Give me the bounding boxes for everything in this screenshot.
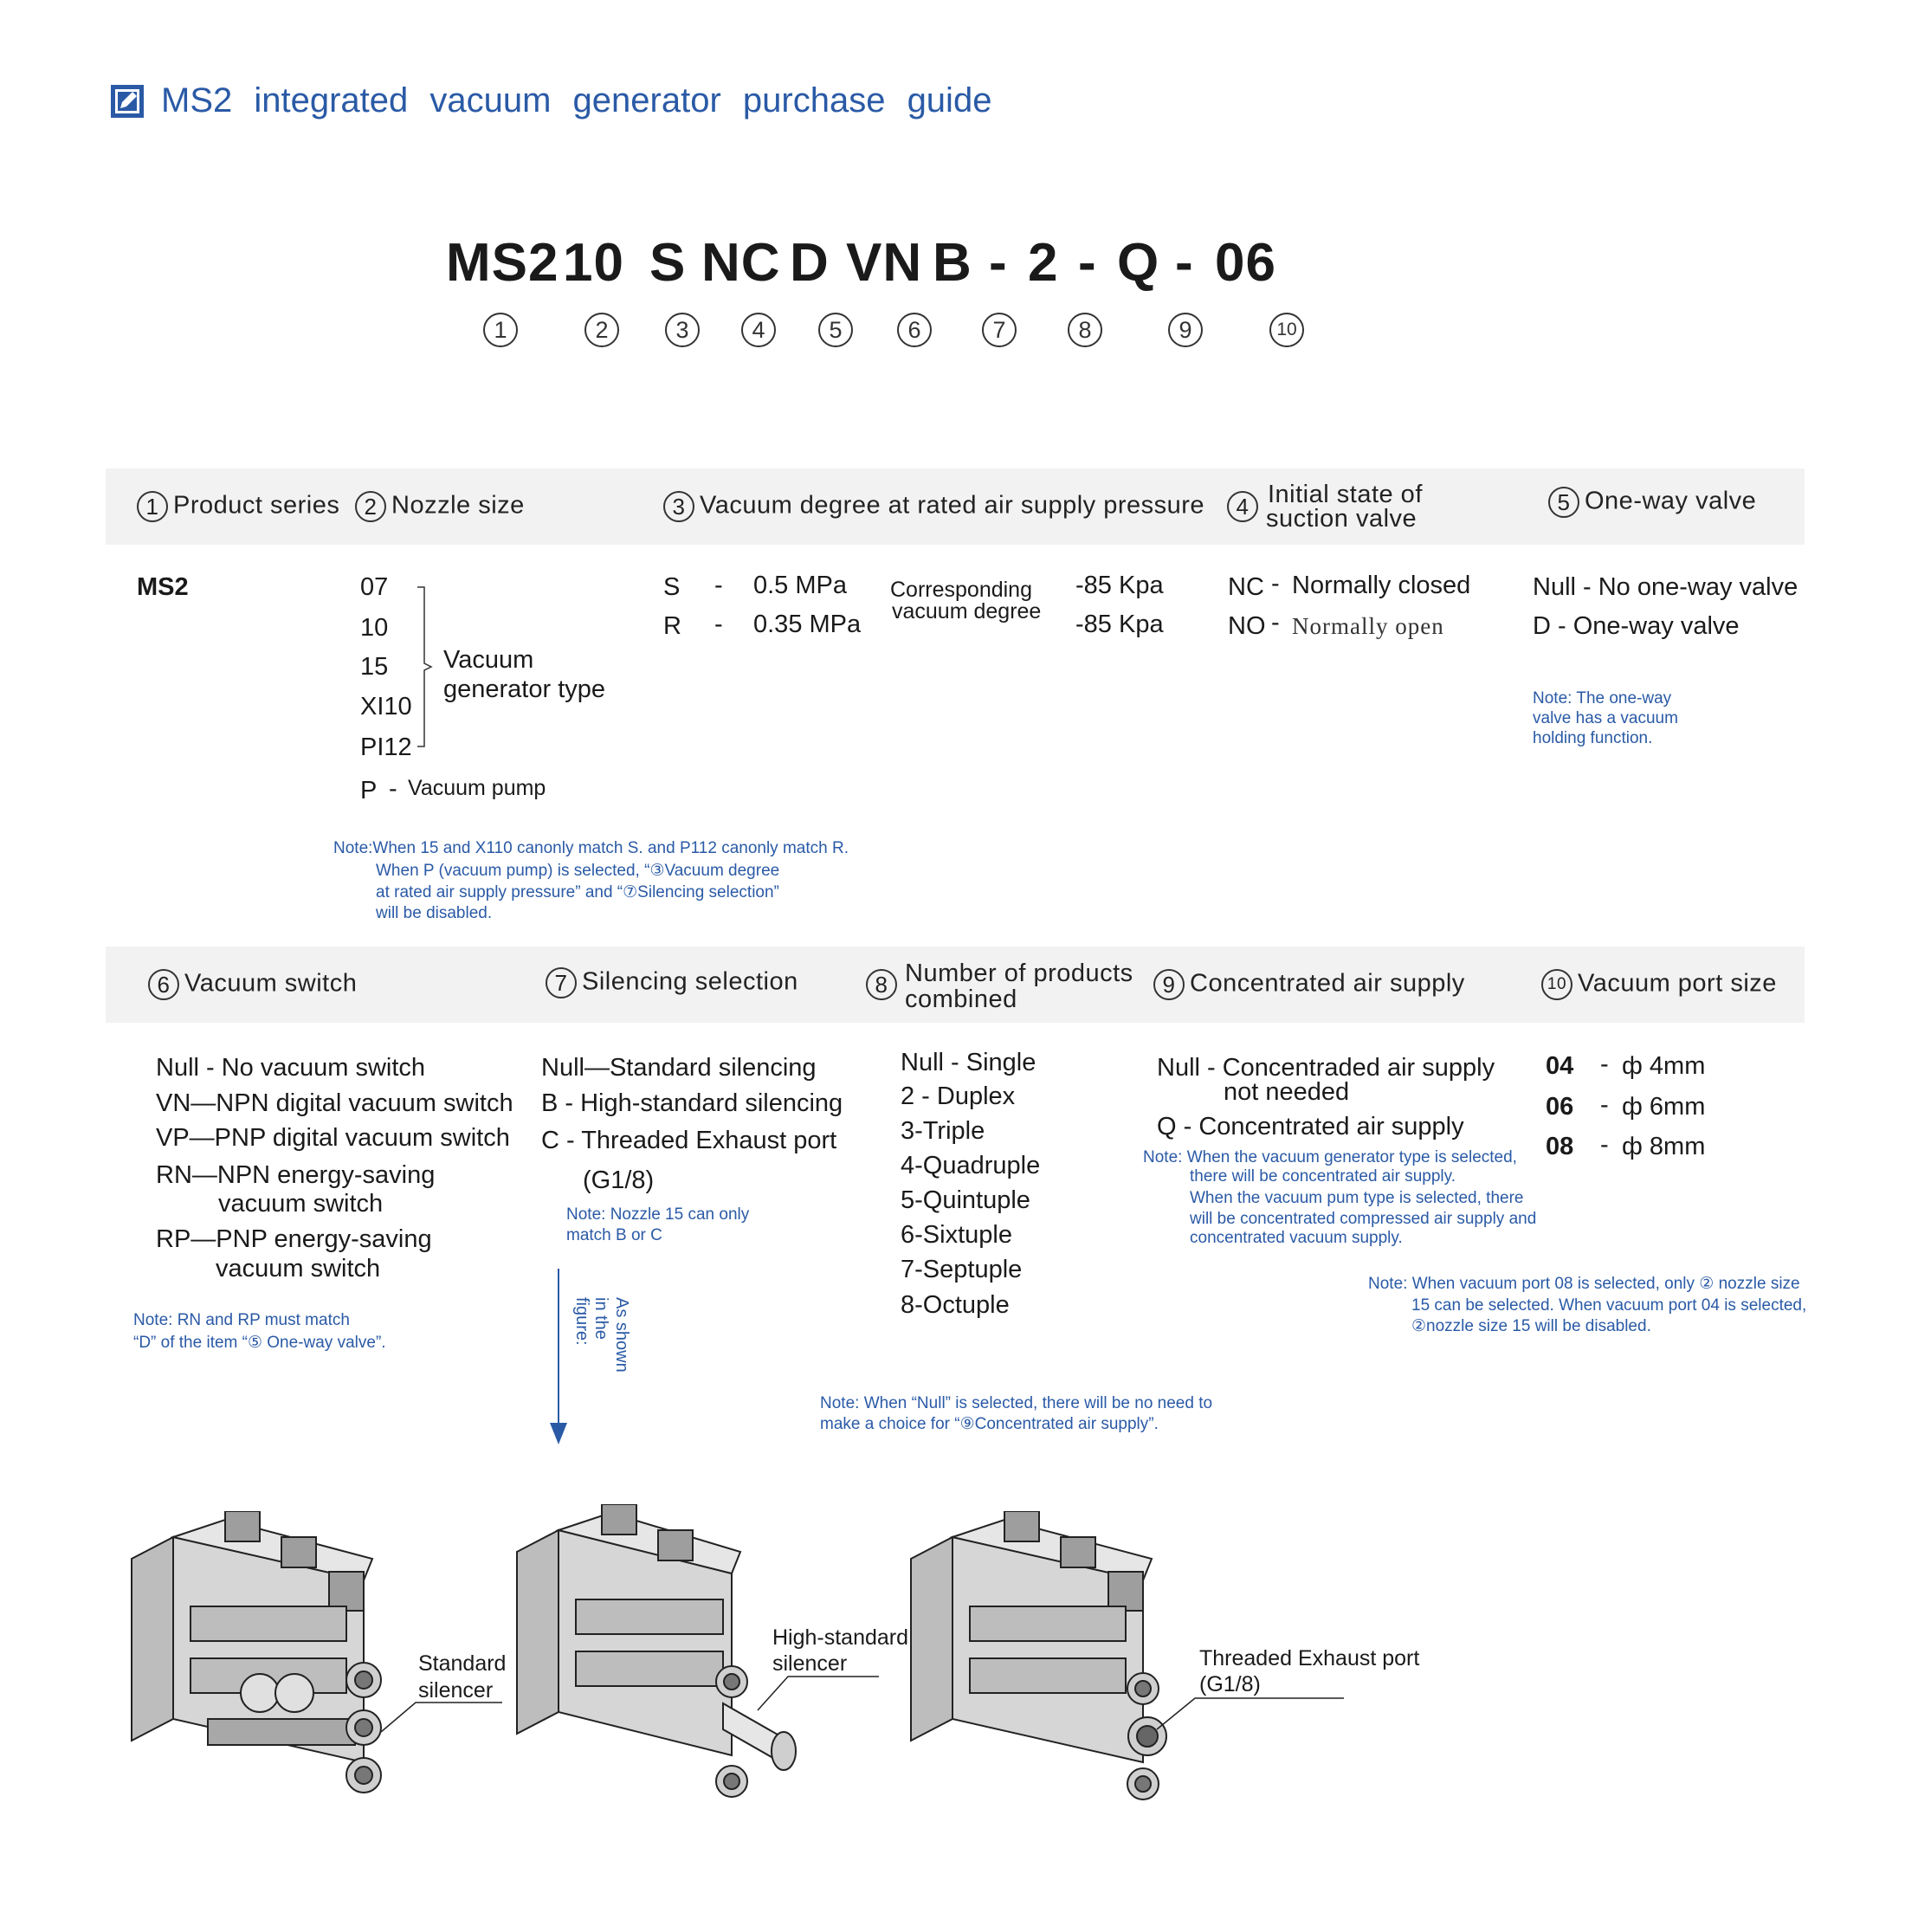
- vacuum-switch-note-line: “D” of the item “⑤ One-way valve”.: [133, 1334, 386, 1352]
- section1-note-line: at rated air supply pressure” and “⑦Silencing selection”: [376, 883, 779, 901]
- vacuum-switch-option: VP—PNP digital vacuum switch: [156, 1124, 510, 1152]
- concentrated-option: Q - Concentrated air supply: [1157, 1113, 1464, 1140]
- code-segment: B: [933, 233, 972, 293]
- suction-valve-dash: -: [1271, 570, 1280, 598]
- vacuum-degree-value: -85 Kpa: [1075, 611, 1164, 638]
- code-segment: MS2: [446, 233, 559, 293]
- port-size-code: 04: [1546, 1052, 1574, 1080]
- vacuum-switch-note-line: Note: RN and RP must match: [133, 1311, 350, 1329]
- marker-2: 2: [584, 313, 619, 347]
- port-size-dash: -: [1600, 1050, 1609, 1078]
- standard-silencer-figure: [121, 1511, 416, 1814]
- code-segment: VN: [846, 233, 923, 293]
- code-segment: 06: [1215, 233, 1276, 293]
- standard-silencer-label: silencer: [418, 1678, 494, 1703]
- nozzle-group-label-2: generator type: [443, 675, 606, 703]
- marker-5: 5: [818, 313, 853, 347]
- header-number-combined: 8: [866, 969, 902, 1000]
- nozzle-size-item: 10: [360, 614, 389, 642]
- vacuum-pump-label: Vacuum pump: [408, 776, 546, 800]
- number-combined-option: 7-Septuple: [901, 1256, 1023, 1283]
- standard-silencer-label: Standard: [418, 1651, 507, 1676]
- suction-valve-dash: -: [1271, 609, 1280, 636]
- one-way-note-line: valve has a vacuum: [1533, 709, 1678, 727]
- nozzle-size-item: PI12: [360, 733, 412, 761]
- header-initial-state: 4: [1227, 491, 1263, 522]
- number-combined-option: 3-Triple: [901, 1117, 985, 1145]
- standard-silencer-leader: [372, 1697, 511, 1749]
- pressure-dash: -: [714, 572, 723, 599]
- vacuum-degree-value: -85 Kpa: [1075, 572, 1164, 599]
- one-way-option: D - One-way valve: [1533, 612, 1740, 640]
- port-size-value: ф 6mm: [1622, 1093, 1706, 1121]
- section1-note-line: When P (vacuum pump) is selected, “③Vacuum degree: [376, 862, 780, 880]
- page-title: MS2 integrated vacuum generator purchase guide: [161, 81, 992, 120]
- suction-valve-code: NO: [1228, 612, 1266, 640]
- high-standard-silencer-label: High-standard: [772, 1625, 909, 1650]
- header-vacuum-switch: 6 Vacuum switch: [148, 969, 357, 1000]
- vacuum-switch-option: vacuum switch: [216, 1255, 381, 1283]
- silencing-note-line: match B or C: [566, 1226, 662, 1244]
- marker-10: 10: [1269, 313, 1304, 347]
- null-note-line: make a choice for “⑨Concentrated air supply”.: [820, 1415, 1159, 1433]
- port-note-line: ②nozzle size 15 will be disabled.: [1411, 1317, 1651, 1335]
- pressure-value: 0.35 MPa: [753, 611, 862, 638]
- port-note-line: 15 can be selected. When vacuum port 04 is selected,: [1411, 1296, 1807, 1315]
- code-segment: -: [989, 233, 1008, 293]
- header-product-series: 1 Product series: [137, 491, 339, 522]
- marker-6: 6: [897, 313, 932, 347]
- number-combined-option: Null - Single: [901, 1049, 1036, 1076]
- concentrated-note-line: Note: When the vacuum generator type is selected,: [1143, 1148, 1517, 1166]
- vacuum-switch-option: Null - No vacuum switch: [156, 1054, 426, 1082]
- silencing-note-line: Note: Nozzle 15 can only: [566, 1205, 750, 1224]
- header-port-size: 10 Vacuum port size: [1541, 969, 1777, 1000]
- header-number-line1: Number of products: [905, 960, 1133, 987]
- port-note-line: Note: When vacuum port 08 is selected, only ② nozzle size: [1368, 1275, 1800, 1293]
- nozzle-size-item: XI10: [360, 693, 412, 720]
- vacuum-pump-code: P: [360, 777, 378, 804]
- high-standard-silencer-figure: [507, 1504, 801, 1816]
- header-initial-state-line2: suction valve: [1266, 505, 1417, 533]
- header-silencing: 7 Silencing selection: [546, 967, 798, 998]
- suction-valve-code: NC: [1228, 573, 1264, 601]
- silencing-option: B - High-standard silencing: [541, 1089, 843, 1117]
- code-segment: 2: [1028, 233, 1059, 293]
- header-vacuum-degree: 3 Vacuum degree at rated air supply pressure: [663, 491, 1204, 522]
- one-way-note-line: Note: The one-way: [1533, 689, 1672, 708]
- marker-7: 7: [982, 313, 1017, 347]
- concentrated-note-line: there will be concentrated air supply.: [1190, 1167, 1456, 1186]
- product-series-value: MS2: [137, 573, 189, 601]
- concentrated-option: Null - Concentraded air supply: [1157, 1054, 1495, 1082]
- silencing-option: (G1/8): [583, 1166, 655, 1194]
- arrow-down-icon: [546, 1267, 572, 1449]
- marker-1: 1: [483, 313, 518, 347]
- null-note-line: Note: When “Null” is selected, there will be no need to: [820, 1394, 1213, 1412]
- code-segment: -: [1078, 233, 1097, 293]
- corresponding-label-1: Corresponding: [890, 578, 1032, 602]
- header-one-way-valve: 5 One-way valve: [1548, 487, 1756, 518]
- threaded-exhaust-figure: [901, 1511, 1186, 1814]
- pressure-value: 0.5 MPa: [753, 572, 847, 599]
- high-standard-silencer-leader: [749, 1671, 888, 1723]
- header-number-line2: combined: [905, 985, 1017, 1013]
- pressure-code: R: [663, 612, 681, 640]
- threaded-exhaust-leader: [1152, 1693, 1351, 1745]
- as-shown-line: As shown: [612, 1297, 631, 1373]
- as-shown-line: figure:: [572, 1297, 591, 1346]
- code-segment: -: [1175, 233, 1194, 293]
- marker-4: 4: [741, 313, 776, 347]
- port-size-value: ф 8mm: [1622, 1133, 1706, 1160]
- silencing-option: C - Threaded Exhaust port: [541, 1127, 837, 1154]
- port-size-dash: -: [1600, 1131, 1609, 1159]
- header-concentrated: 9 Concentrated air supply: [1153, 969, 1465, 1000]
- number-combined-option: 5-Quintuple: [901, 1186, 1030, 1214]
- one-way-note-line: holding function.: [1533, 729, 1653, 747]
- code-segment: 10: [563, 233, 624, 293]
- concentrated-note-line: When the vacuum pum type is selected, there: [1190, 1189, 1524, 1207]
- threaded-exhaust-label: (G1/8): [1199, 1672, 1261, 1696]
- port-size-value: ф 4mm: [1622, 1052, 1706, 1080]
- nozzle-size-item: 07: [360, 573, 389, 601]
- vacuum-pump-dash: -: [389, 775, 397, 803]
- as-shown-line: in the: [591, 1297, 610, 1340]
- code-segment: Q: [1117, 233, 1160, 293]
- number-combined-option: 6-Sixtuple: [901, 1221, 1012, 1249]
- code-segment: NC: [701, 233, 781, 293]
- marker-8: 8: [1068, 313, 1102, 347]
- nozzle-size-item: 15: [360, 653, 389, 681]
- number-combined-option: 4-Quadruple: [901, 1152, 1041, 1179]
- number-combined-option: 8-Octuple: [901, 1291, 1010, 1319]
- concentrated-note-line: concentrated vacuum supply.: [1190, 1229, 1403, 1247]
- header-nozzle-size: 2 Nozzle size: [355, 491, 525, 522]
- marker-9: 9: [1168, 313, 1203, 347]
- suction-valve-label: Normally open: [1292, 613, 1444, 639]
- corresponding-label-2: vacuum degree: [892, 599, 1042, 624]
- code-segment: D: [790, 233, 830, 293]
- header-initial-state-line1: Initial state of: [1268, 481, 1423, 508]
- page-title-row: [111, 81, 991, 120]
- concentrated-option: not needed: [1224, 1078, 1350, 1106]
- number-combined-option: 2 - Duplex: [901, 1082, 1016, 1110]
- suction-valve-label: Normally closed: [1292, 572, 1471, 599]
- concentrated-note-line: will be concentrated compressed air supply and: [1190, 1210, 1537, 1228]
- vacuum-switch-option: vacuum switch: [218, 1190, 384, 1218]
- edit-icon: [111, 85, 144, 118]
- one-way-option: Null - No one-way valve: [1533, 573, 1798, 601]
- port-size-dash: -: [1600, 1091, 1609, 1119]
- code-segment: S: [649, 233, 687, 293]
- section1-note-line: will be disabled.: [376, 904, 493, 922]
- port-size-code: 08: [1546, 1133, 1574, 1160]
- marker-3: 3: [665, 313, 700, 347]
- silencing-option: Null—Standard silencing: [541, 1054, 817, 1082]
- model-code: [0, 232, 1905, 293]
- nozzle-group-label-1: Vacuum: [443, 646, 534, 674]
- vacuum-switch-option: VN—NPN digital vacuum switch: [156, 1089, 513, 1117]
- pressure-dash: -: [714, 611, 723, 638]
- nozzle-group-bracket: [414, 585, 433, 748]
- section1-note-line: Note:When 15 and X110 canonly match S. and P112 canonly match R.: [333, 839, 849, 857]
- threaded-exhaust-label: Threaded Exhaust port: [1199, 1646, 1420, 1670]
- high-standard-silencer-label: silencer: [772, 1651, 848, 1676]
- port-size-code: 06: [1546, 1093, 1574, 1121]
- pressure-code: S: [663, 573, 681, 601]
- vacuum-switch-option: RN—NPN energy-saving: [156, 1161, 436, 1189]
- vacuum-switch-option: RP—PNP energy-saving: [156, 1225, 432, 1253]
